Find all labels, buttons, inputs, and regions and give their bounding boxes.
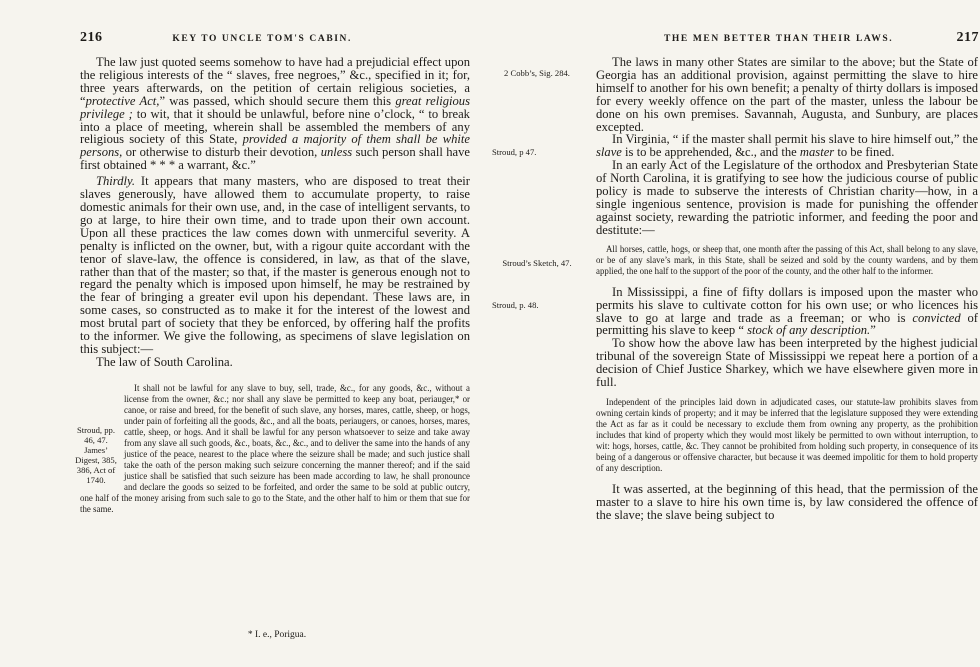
statute-quote (75, 382, 470, 515)
quoted-decision: Independent of the principles laid down in adjudicated cases, our statute-law prohibits slaves from owning certain kinds of property; and it may be inferred that the legislature supposed they were extending the Act as far as it could be necessary to exclude them from owning any property, as the prohibition includes that kind of property which they would most likely be permitted to own without interruption, to wit: hogs, horses, cattle, &c. They cannot be prohibited from holding such property, in consequence of its being of a dangerous or offensive character, but because it was deemed impolitic for them to hold property of any description. (596, 396, 978, 473)
left-body-text (80, 56, 470, 369)
paragraph: Thirdly. It appears that many masters, who are disposed to treat their slaves generously, have allowed them to accumulate property, to raise domestic animals for their own use, and, in the case of intelligent servants, to go at large, to hire their own time, and to trade upon their own account. Upon all these practices the law comes down with unmerciful severity. A penalty is inflicted on the owner, but, with a rigour quite accordant with the tenor of slave-law, the offence is considered, in law, as that of the slave, rather than that of the master; so that, if the master is generous enough not to regard the penalty which is imposed upon himself, he may be restrained by the fear of bringing a greater evil upon his dependant. These laws are, in some cases, so constructed as to make it for the interest of the lowest and most brutal part of society that they be enforced, by offering half the profits to the informer. We give the following, as specimens of slave legislation on this subject:— (80, 174, 470, 356)
running-head: KEY TO UNCLE TOM'S CABIN. (172, 34, 352, 44)
right-page (488, 0, 980, 667)
paragraph: The law just quoted seems somehow to have had a prejudicial effect upon the religious interests of the “ slaves, free negroes,” &c., specified in it; for, three years afterwards, on the petition of certain religious societies, a “protective Act,” was passed, which should secure them this great religious privilege ; to wit, that it should be unlawful, before nine o’clock, “ to break into a place of meeting, wherein shall be assembled the members of any religious society of this State, provided a majority of them shall be white persons, or otherwise to disturb their devotion, unless such person shall have first obtained * * * a warrant, &c.” (80, 55, 470, 173)
margin-citation: Stroud, p 47. (492, 147, 537, 158)
decision-quote (596, 397, 978, 474)
paragraph: 2 Cobb’s, Sig. 284. The laws in many other States are similar to the above; but the State of Georgia has an additional provision, against permitting the slave to hire himself to another for his own benefit; a penalty of thirty dollars is imposed for every weekly offence on the part of the master, unless the labour be done on his own premises. Savannah, Augusta, and Sunbury, are places excepted. (596, 56, 978, 133)
page-number: 216 (80, 30, 103, 45)
left-page (0, 0, 488, 667)
right-body-text (492, 55, 978, 237)
right-body-text-3 (596, 483, 978, 522)
running-head: THE MEN BETTER THAN THEIR LAWS. (664, 34, 894, 44)
page-number: 217 (956, 30, 979, 45)
statute-quote (502, 243, 978, 277)
paragraph: The law of South Carolina. (96, 354, 233, 369)
quoted-law: Stroud, pp. 46, 47. James’ Digest, 385, 386, Act of 1740. It shall not be lawful for any slave to buy, sell, trade, &c., for any goods, &c., without a license from the owner, &c.; nor shall any slave be permitted to keep any boat, periauger,* or canoe, or raise and breed, for the benefit of such slave, any horses, mares, cattle, sheep, or hogs, under pain of forfeiting all the goods, &c., and all the boats, periaugers, or canoes, horses, mares, cattle, sheep, or hogs. And it shall be lawful for any person whatsoever to seize and take away from any slave all such goods, &c., boats, &c., &c., and to deliver the same into the hands of any justice of the peace, nearest to the place where the seizure shall be made; and such justice shall take the oath of the person making such seizure concerning the manner thereof; and if the said justice shall be satisfied that such seizure has been made according to law, he shall pronounce and declare the goods so seized to be forfeited, and order the same to be sold at public outcry, one half of the money arising from such sale to go to the State, and the other half to him or them that sue for the same. (75, 382, 470, 514)
margin-citation: Stroud’s Sketch, 47. (502, 257, 572, 268)
right-running-header (596, 30, 979, 46)
margin-citation: 2 Cobb’s, Sig. 284. (504, 68, 570, 78)
paragraph: Stroud, p. 48. In Mississippi, a fine of fifty dollars is imposed upon the master who permits his slave to cultivate cotton for his own use; or who licences his slave to go at large and trade as a freeman; or who is convicted of permitting his slave to keep “ stock of any description.” (492, 284, 978, 338)
paragraph: In an early Act of the Legislature of the orthodox and Presbyterian State of North Carolina, it is gratifying to see how the judicious course of public policy is made to subserve the interests of Christian charity—how, in a single ingenious sentence, provision is made for punishing the offender against society, rewarding the patriotic informer, and feeding the poor and destitute:— (596, 158, 978, 237)
paragraph: It was asserted, at the beginning of this head, that the permission of the master to a slave to hire his own time is, by law considered the offence of the slave; the slave being subject to (596, 481, 978, 522)
paragraph: To show how the above law has been interpreted by the highest judicial tribunal of the sovereign State of Mississippi we repeat here a portion of a decision of Chief Justice Sharkey, which we have elsewhere given more in full. (596, 336, 978, 390)
left-running-header (80, 30, 474, 46)
footnote: * I. e., Porigua. (247, 630, 307, 640)
quoted-law: Stroud’s Sketch, 47. All horses, cattle, hogs, or sheep that, one month after the passing of this Act, shall belong to any slave, or be of any slave’s mark, in this State, shall be seized and sold by the county wardens, and by them applied, the one half to the support of the poor of the county, and the other half to the informer. (596, 244, 978, 277)
margin-citation: Stroud, pp. 46, 47. James’ Digest, 385, 386, Act of 1740. (75, 424, 117, 485)
right-body-text-2 (492, 284, 978, 390)
margin-citation: Stroud, p. 48. (492, 299, 539, 310)
paragraph: Stroud, p 47. In Virginia, “ if the master shall permit his slave to hire himself out,” the slave is to be apprehended, &c., and the master to be fined. (492, 132, 978, 160)
